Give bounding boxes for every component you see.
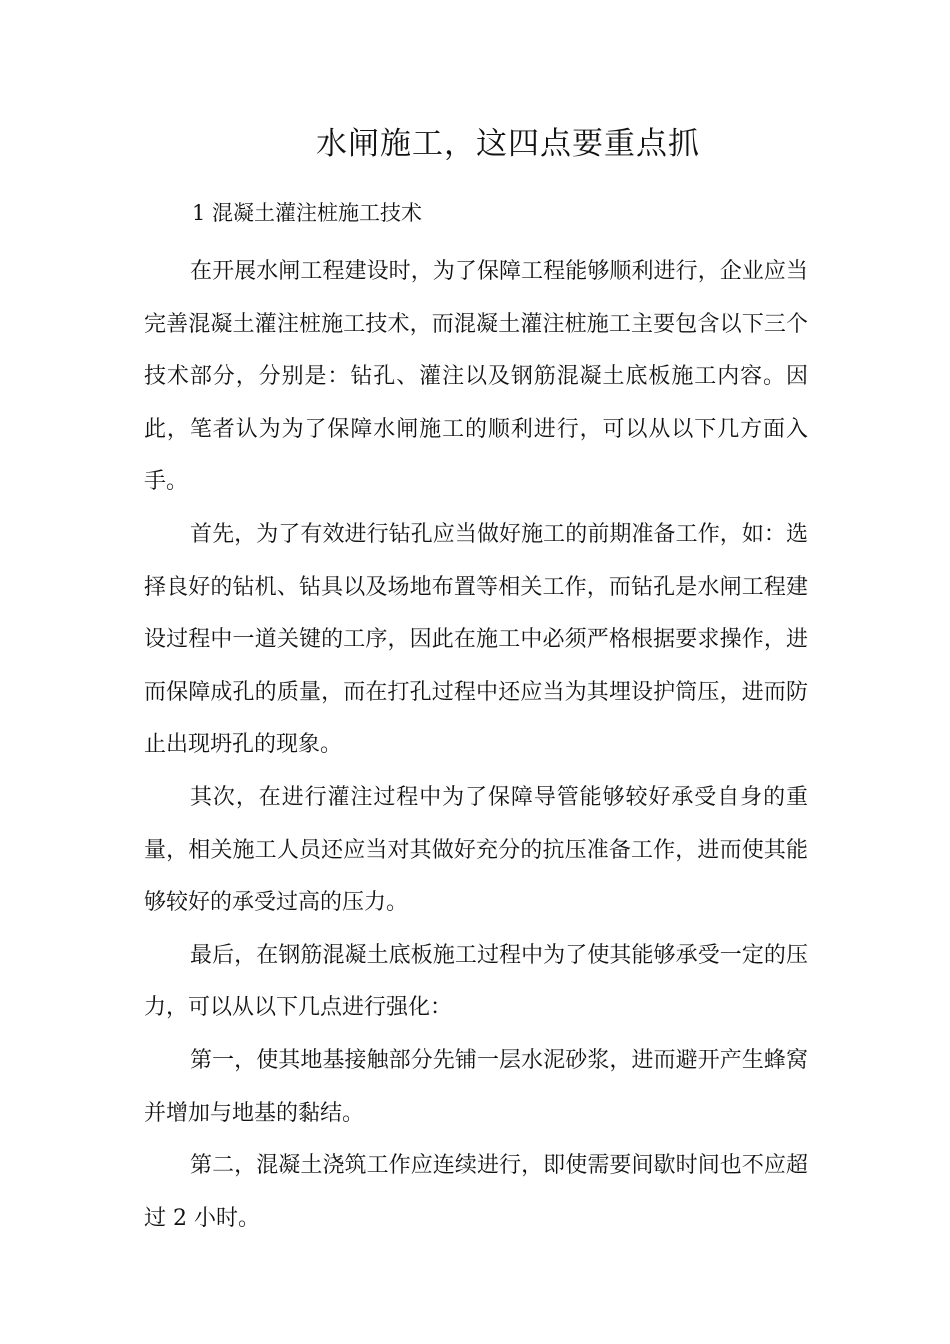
paragraph: 在开展水闸工程建设时，为了保障工程能够顺利进行，企业应当完善混凝土灌注桩施工技术，而混凝土灌注桩施工主要包含以下三个技术部分，分别是：钻孔、灌注以及钢筋混凝土底板施工内容。因此，笔者认为为了保障水闸施工的顺利进行，可以从以下几方面入手。: [144, 259, 808, 495]
paragraph: 最后，在钢筋混凝土底板施工过程中为了使其能够承受一定的压力，可以从以下几点进行强化：: [144, 942, 808, 1021]
document-title: 水闸施工，这四点要重点抓: [316, 126, 700, 162]
paragraph: 第一，使其地基接触部分先铺一层水泥砂浆，进而避开产生蜂窝并增加与地基的黏结。: [144, 1047, 808, 1126]
paragraph: 第二，混凝土浇筑工作应连续进行，即使需要间歇时间也不应超过 2 小时。: [144, 1153, 808, 1231]
paragraph: 其次，在进行灌注过程中为了保障导管能够较好承受自身的重量，相关施工人员还应当对其做好充分的抗压准备工作，进而使其能够较好的承受过高的压力。: [144, 784, 808, 916]
section-heading: 1 混凝土灌注桩施工技术: [192, 201, 423, 225]
document-body: [144, 246, 808, 1245]
paragraph: 首先，为了有效进行钻孔应当做好施工的前期准备工作，如：选择良好的钻机、钻具以及场地布置等相关工作，而钻孔是水闸工程建设过程中一道关键的工序，因此在施工中必须严格根据要求操作，进而保障成孔的质量，而在打孔过程中还应当为其埋设护筒压，进而防止出现坍孔的现象。: [144, 521, 808, 758]
